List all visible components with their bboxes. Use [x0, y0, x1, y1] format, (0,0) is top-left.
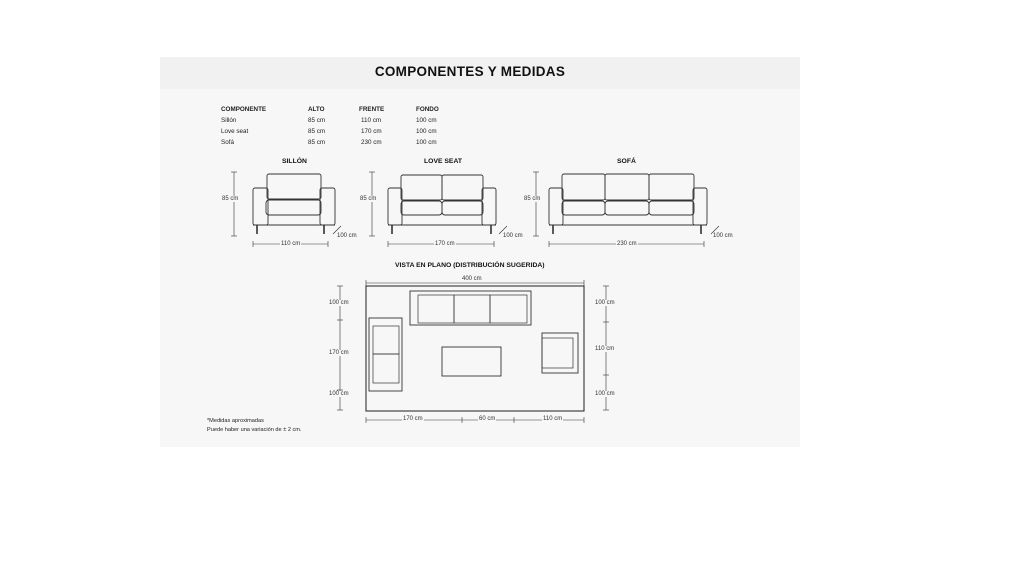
- loveseat-drawing: [388, 175, 496, 234]
- plan-bottom-dim-2: 60 cm: [479, 416, 496, 422]
- page-title: COMPONENTES Y MEDIDAS: [374, 64, 566, 79]
- table-cell: 85 cm: [308, 117, 326, 124]
- sofa-height-dim: 85 cm: [524, 196, 541, 202]
- table-cell: 100 cm: [416, 128, 437, 135]
- plan-bottom-dim-3: 110 cm: [543, 416, 563, 422]
- table-header-componente: COMPONENTE: [221, 106, 267, 113]
- plan-bottom-dim-1: 170 cm: [403, 416, 423, 422]
- table-cell: 100 cm: [416, 117, 437, 124]
- plan-title: VISTA EN PLANO (DISTRIBUCIÓN SUGERIDA): [395, 262, 545, 269]
- note-variation: Puede haber una variación de ± 2 cm.: [207, 427, 302, 433]
- loveseat-height-dim: 85 cm: [360, 196, 377, 202]
- table-cell: Sofá: [221, 139, 234, 146]
- sofa-width-dim: 230 cm: [617, 241, 637, 247]
- table-header-alto: ALTO: [308, 106, 325, 113]
- note-approx: *Medidas aproximadas: [207, 418, 264, 424]
- loveseat-label: LOVE SEAT: [424, 158, 463, 165]
- plan-left-dim-1: 100 cm: [329, 300, 349, 306]
- table-cell: 230 cm: [361, 139, 382, 146]
- table-header-fondo: FONDO: [416, 106, 439, 113]
- table-header-frente: FRENTE: [359, 106, 385, 113]
- sofa-drawing: [549, 174, 707, 234]
- sillon-drawing: [253, 174, 335, 234]
- sofa-label: SOFÁ: [617, 158, 636, 165]
- table-cell: Love seat: [221, 128, 249, 135]
- table-cell: 85 cm: [308, 139, 326, 146]
- sofa-depth-dim: 100 cm: [713, 233, 733, 239]
- sillon-width-dim: 110 cm: [281, 241, 301, 247]
- plan-right-dim-3: 100 cm: [595, 391, 615, 397]
- sillon-depth-dim: 100 cm: [337, 233, 357, 239]
- table-cell: Sillón: [221, 117, 237, 124]
- sillon-label: SILLÓN: [282, 158, 307, 165]
- loveseat-width-dim: 170 cm: [435, 241, 455, 247]
- plan-top-dim: 400 cm: [462, 276, 482, 282]
- table-cell: 170 cm: [361, 128, 382, 135]
- table-cell: 85 cm: [308, 128, 326, 135]
- floor-plan-drawing: [366, 286, 584, 411]
- table-cell: 100 cm: [416, 139, 437, 146]
- plan-right-dim-1: 100 cm: [595, 300, 615, 306]
- loveseat-depth-dim: 100 cm: [503, 233, 523, 239]
- sillon-height-dim: 85 cm: [222, 196, 239, 202]
- plan-left-dim-3: 100 cm: [329, 391, 349, 397]
- table-cell: 110 cm: [361, 117, 382, 124]
- plan-left-dim-2: 170 cm: [329, 350, 349, 356]
- plan-right-dim-2: 110 cm: [595, 346, 615, 352]
